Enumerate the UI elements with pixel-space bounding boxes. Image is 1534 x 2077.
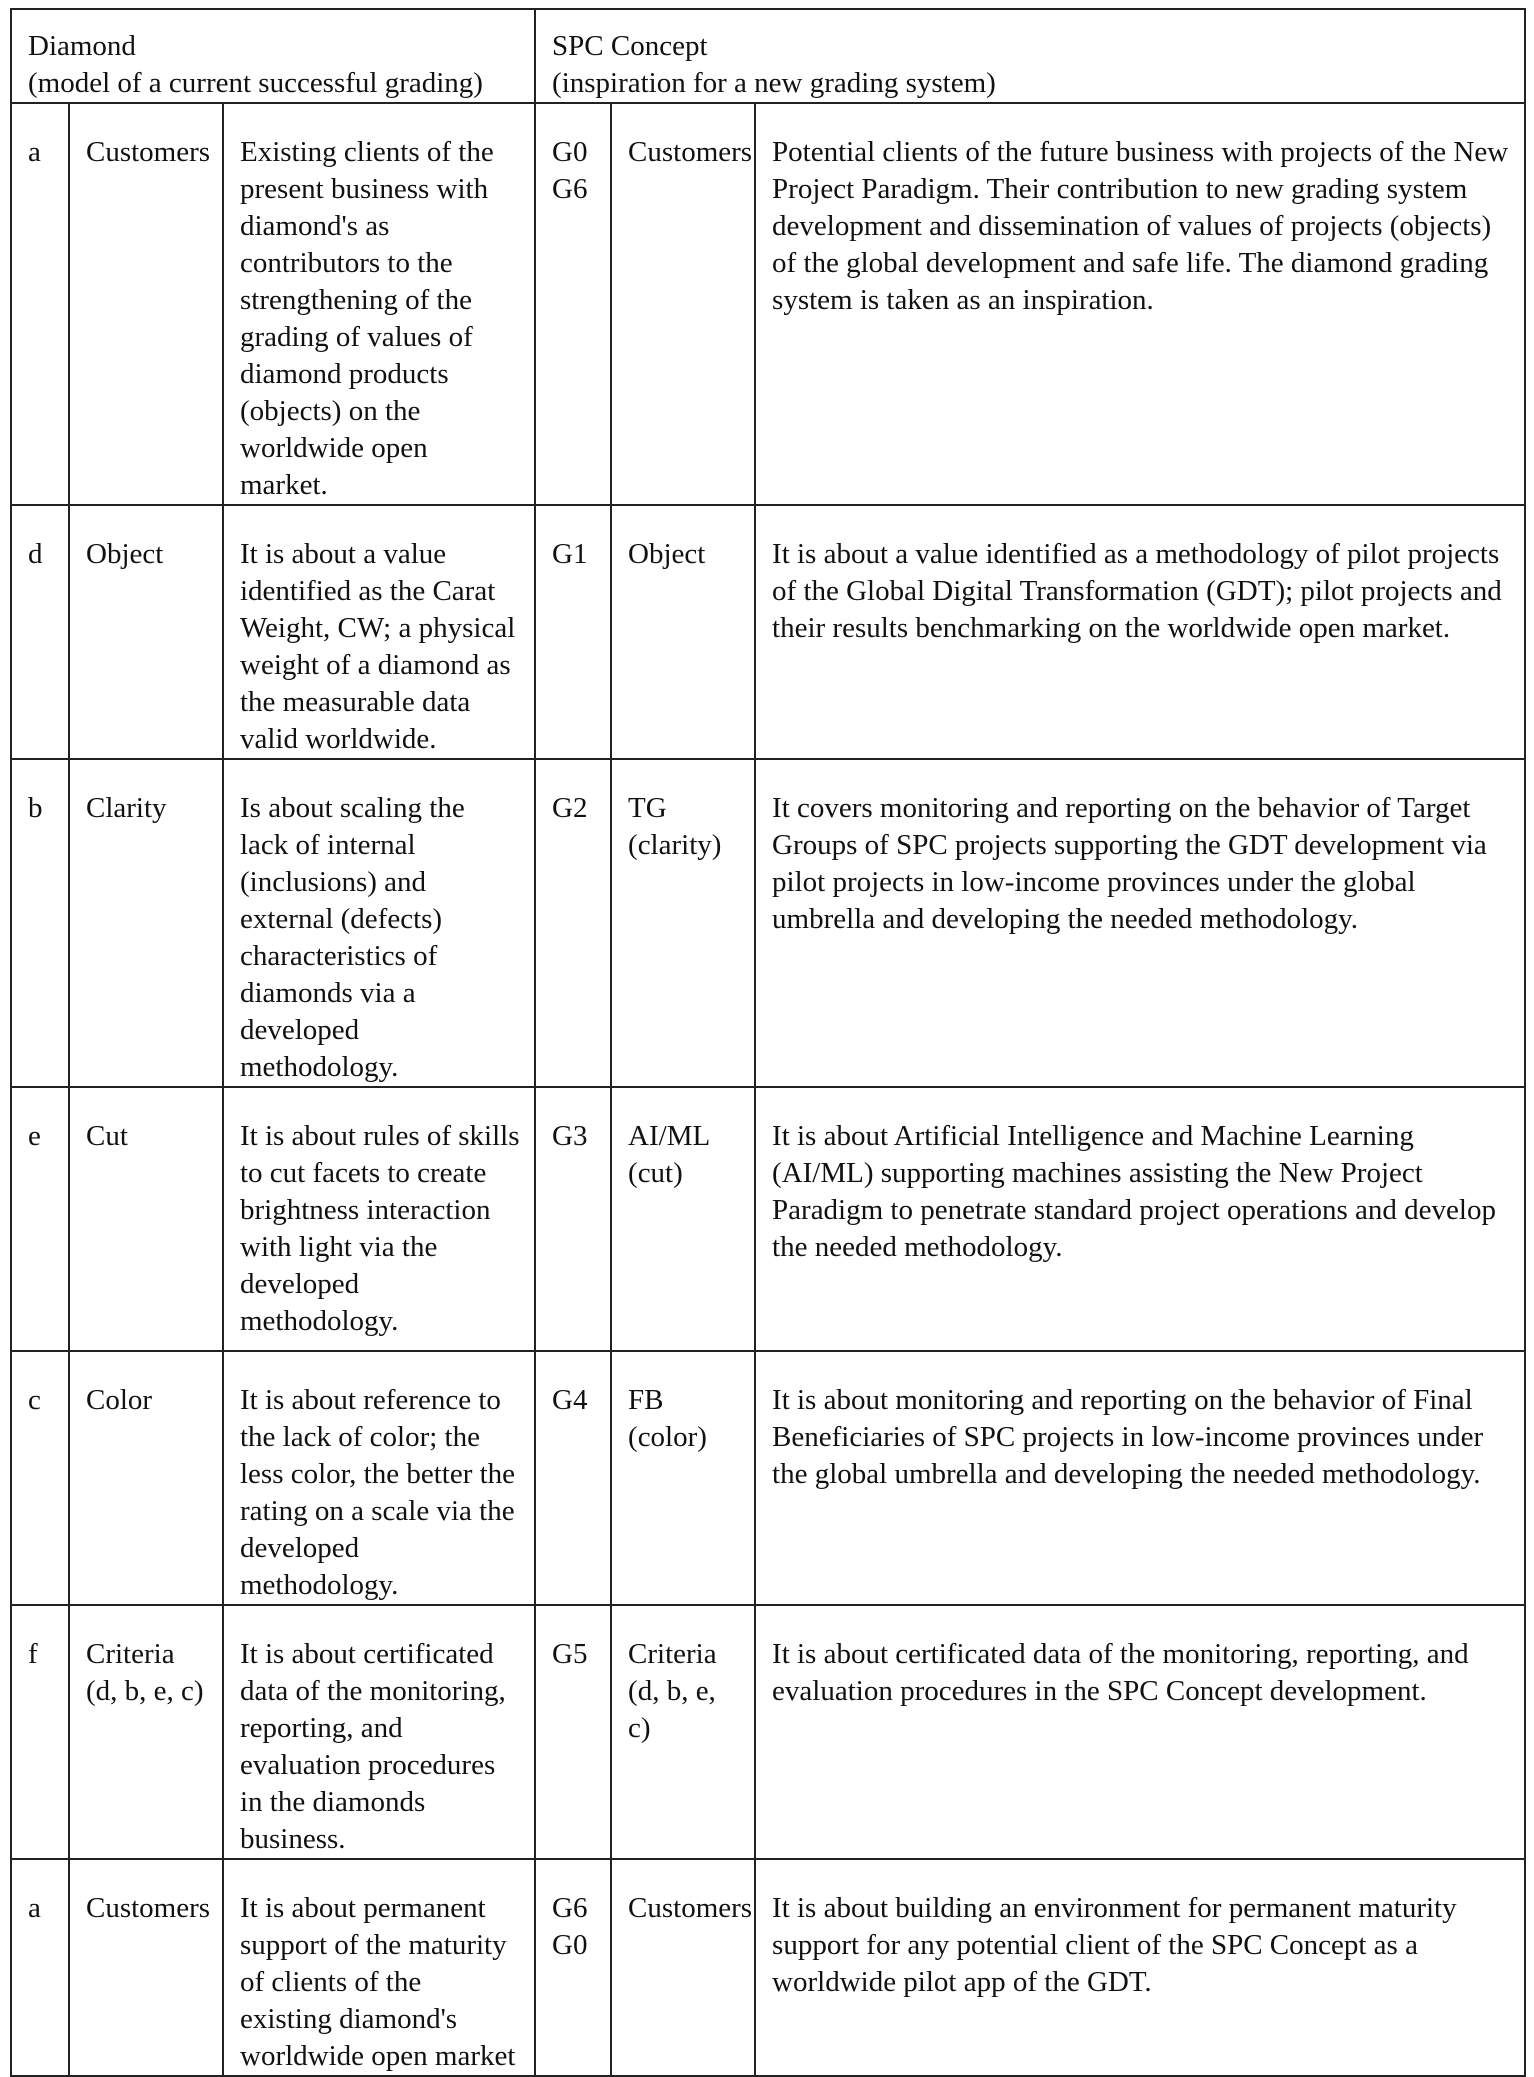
table-row <box>11 1859 1525 2076</box>
diamond-term-cell: Clarity <box>69 759 223 1087</box>
spc-code: G6 <box>552 173 588 205</box>
spc-description-cell: It is about a value identified as a methodology of pilot projects of the Global Digital Transformation (GDT); pilot projects and their results benchmarking on the worldwide open market. <box>755 505 1525 759</box>
diamond-code-cell: f <box>11 1605 69 1859</box>
table-row <box>11 505 1525 759</box>
spc-description-cell: It is about certificated data of the monitoring, reporting, and evaluation procedures in the SPC Concept development. <box>755 1605 1525 1859</box>
table-header-row <box>11 9 1525 103</box>
spc-term-cell <box>611 1859 755 2076</box>
spc-description-cell: It covers monitoring and reporting on the behavior of Target Groups of SPC projects supporting the GDT development via pilot projects in low-income provinces under the global umbrella and developing the needed methodology. <box>755 759 1525 1087</box>
spc-term-cell <box>611 1351 755 1605</box>
spc-term: Object <box>628 538 706 570</box>
diamond-header-cell <box>11 9 535 103</box>
diamond-term-cell: Object <box>69 505 223 759</box>
table-row <box>11 1605 1525 1859</box>
spc-term: Criteria <box>628 1638 717 1670</box>
diamond-term-cell: Cut <box>69 1087 223 1351</box>
diamond-description-cell: Existing clients of the present business with diamond's as contributors to the strengthening of the grading of values of diamond products (objects) on the worldwide open market. <box>223 103 535 505</box>
diamond-header-subtitle: (model of a current successful grading) <box>28 67 483 99</box>
spc-code: G6 <box>552 1892 588 1924</box>
spc-code-cell <box>535 103 611 505</box>
spc-code-cell <box>535 1087 611 1351</box>
spc-term: Customers <box>628 136 753 168</box>
spc-code-cell <box>535 1351 611 1605</box>
spc-code-cell <box>535 505 611 759</box>
diamond-code-cell: a <box>11 103 69 505</box>
table-row <box>11 759 1525 1087</box>
spc-header-subtitle: (inspiration for a new grading system) <box>552 67 996 99</box>
spc-term: (cut) <box>628 1157 683 1189</box>
spc-term-cell <box>611 759 755 1087</box>
spc-term-cell <box>611 505 755 759</box>
diamond-header-title: Diamond <box>28 30 136 62</box>
spc-header-cell <box>535 9 1525 103</box>
diamond-description-cell: It is about certificated data of the monitoring, reporting, and evaluation procedures in the diamonds business. <box>223 1605 535 1859</box>
table-row <box>11 1351 1525 1605</box>
spc-description-cell: It is about monitoring and reporting on the behavior of Final Beneficiaries of SPC projects in low-income provinces under the global umbrella and developing the needed methodology. <box>755 1351 1525 1605</box>
spc-code-cell <box>535 759 611 1087</box>
spc-code: G5 <box>552 1638 588 1670</box>
table-row <box>11 1087 1525 1351</box>
spc-header-title: SPC Concept <box>552 30 708 62</box>
diamond-description-cell: It is about reference to the lack of color; the less color, the better the rating on a scale via the developed methodology. <box>223 1351 535 1605</box>
diamond-code-cell: c <box>11 1351 69 1605</box>
spc-term: FB <box>628 1384 664 1416</box>
diamond-term-cell: Color <box>69 1351 223 1605</box>
spc-code: G1 <box>552 538 588 570</box>
spc-code: G4 <box>552 1384 588 1416</box>
diamond-term-cell: Customers <box>69 1859 223 2076</box>
diamond-code-cell: d <box>11 505 69 759</box>
spc-description-cell: Potential clients of the future business with projects of the New Project Paradigm. Their contribution to new grading system development and dissemination of values of projects (objects) of the global development and safe life. The diamond grading system is taken as an inspiration. <box>755 103 1525 505</box>
spc-code: G3 <box>552 1120 588 1152</box>
spc-term: (color) <box>628 1421 707 1453</box>
spc-term-cell <box>611 1087 755 1351</box>
diamond-term-cell: Customers <box>69 103 223 505</box>
spc-term: (d, b, e, c) <box>628 1675 716 1744</box>
grading-comparison-table <box>10 8 1526 2077</box>
diamond-description-cell: It is about a value identified as the Carat Weight, CW; a physical weight of a diamond as the measurable data valid worldwide. <box>223 505 535 759</box>
diamond-code-cell: b <box>11 759 69 1087</box>
diamond-code-cell: a <box>11 1859 69 2076</box>
spc-term: Customers <box>628 1892 753 1924</box>
spc-code-cell <box>535 1605 611 1859</box>
diamond-description-cell: Is about scaling the lack of internal (inclusions) and external (defects) characteristics of diamonds via a developed methodology. <box>223 759 535 1087</box>
diamond-code-cell: e <box>11 1087 69 1351</box>
diamond-description-cell: It is about rules of skills to cut facets to create brightness interaction with light via the developed methodology. <box>223 1087 535 1351</box>
spc-code: G2 <box>552 792 588 824</box>
spc-code: G0 <box>552 1929 588 1961</box>
spc-term-cell <box>611 103 755 505</box>
spc-term: (clarity) <box>628 829 722 861</box>
spc-code: G0 <box>552 136 588 168</box>
spc-term: TG <box>628 792 667 824</box>
diamond-description-cell: It is about permanent support of the maturity of clients of the existing diamond's worldwide open market <box>223 1859 535 2076</box>
diamond-term-cell: Criteria (d, b, e, c) <box>69 1605 223 1859</box>
spc-term-cell <box>611 1605 755 1859</box>
spc-description-cell: It is about building an environment for permanent maturity support for any potential client of the SPC Concept as a worldwide pilot app of the GDT. <box>755 1859 1525 2076</box>
spc-description-cell: It is about Artificial Intelligence and Machine Learning (AI/ML) supporting machines assisting the New Project Paradigm to penetrate standard project operations and develop the needed methodology. <box>755 1087 1525 1351</box>
table-row <box>11 103 1525 505</box>
spc-code-cell <box>535 1859 611 2076</box>
spc-term: AI/ML <box>628 1120 711 1152</box>
